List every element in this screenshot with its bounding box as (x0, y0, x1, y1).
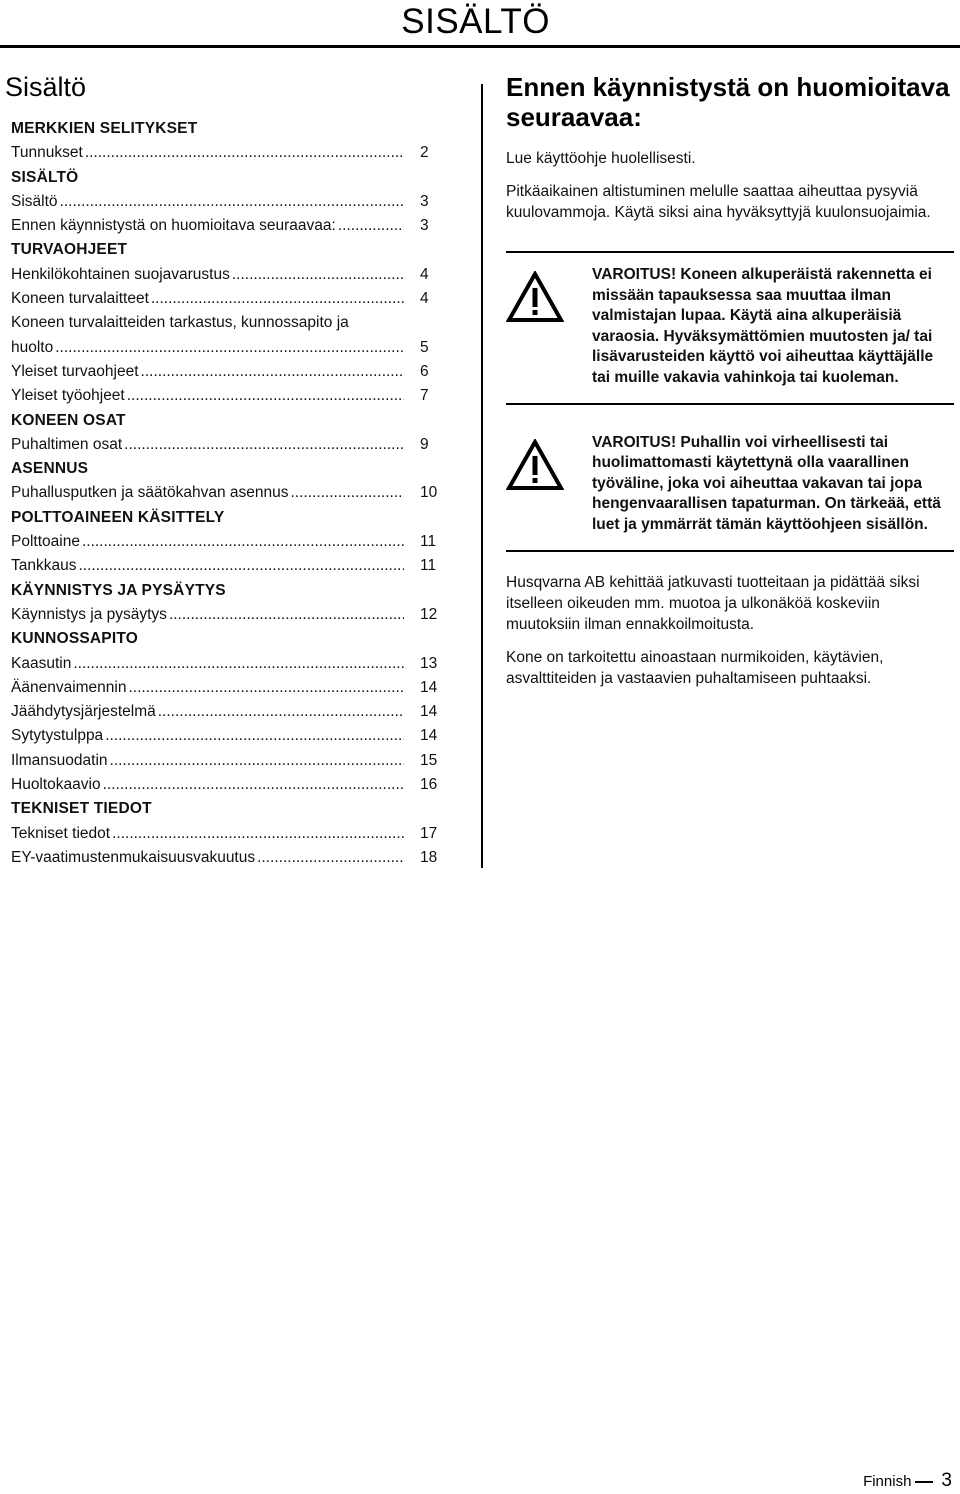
column-divider (481, 84, 483, 868)
page-footer (863, 1470, 952, 1492)
toc-entry-page: 13 (420, 654, 438, 672)
toc-entry (11, 822, 460, 846)
toc-leader-dots (73, 652, 404, 676)
toc-section-heading: KÄYNNISTYS JA PYSÄYTYS (11, 581, 226, 599)
toc-leader-dots (82, 530, 404, 554)
toc-entry-page: 11 (420, 557, 437, 575)
toc-entry-page: 11 (420, 533, 437, 551)
toc-section-heading: TEKNISET TIEDOT (11, 800, 152, 818)
toc-leader-dots (128, 676, 404, 700)
toc-entry (11, 263, 460, 287)
toc-leader-dots (105, 724, 404, 748)
toc-entry-label: Huoltokaavio (11, 776, 101, 794)
toc-entry-label: Sisältö (11, 192, 58, 210)
toc-entry-page: 2 (420, 144, 429, 162)
toc-entry-page: 6 (420, 362, 429, 380)
toc-entry-page: 12 (420, 605, 438, 623)
toc-entry-label: Koneen turvalaitteiden tarkastus, kunnossapito ja (11, 314, 349, 332)
toc-leader-dots (141, 360, 404, 384)
toc-entry-page: 17 (420, 824, 438, 842)
toc-entry (11, 554, 460, 578)
page-header (0, 0, 960, 48)
footer-dash (915, 1481, 933, 1483)
warning-text: VAROITUS! Koneen alkuperäistä rakennetta ei missään tapauksessa saa muuttaa ilman valmistajan lupaa. Käytä aina alkuperäisiä varaosia. Hyväksymättömien muutosten ja/ tai lisävarusteiden käyttö voi aiheuttaa käyttäjälle tai muille vakavia vahinkoja tai kuoleman. (592, 266, 934, 386)
warning-box (506, 421, 954, 552)
toc-leader-dots (169, 603, 404, 627)
toc-section-heading: POLTTOAINEEN KÄSITTELY (11, 508, 225, 526)
toc-entry-page: 14 (420, 703, 438, 721)
toc-entry-page: 3 (420, 192, 429, 210)
toc-entry-page: 14 (420, 727, 438, 745)
toc-entry-page: 3 (420, 217, 429, 235)
toc-entry (11, 214, 460, 238)
toc-entry (11, 652, 460, 676)
toc-entry (11, 311, 460, 360)
toc-entry (11, 287, 460, 311)
toc-section-heading: ASENNUS (11, 460, 89, 478)
toc-entry (11, 700, 460, 724)
toc-entry (11, 724, 460, 748)
toc-entry (11, 481, 460, 505)
toc-entry-label: Äänenvaimennin (11, 678, 127, 696)
toc-section-heading: KUNNOSSAPITO (11, 630, 138, 648)
toc-leader-dots (103, 773, 404, 797)
toc-leader-dots (110, 749, 404, 773)
toc-entry-page: 9 (420, 435, 429, 453)
right-column (506, 72, 954, 701)
toc-section-heading: MERKKIEN SELITYKSET (11, 120, 198, 137)
warning-triangle-icon (506, 433, 592, 536)
toc-entry (11, 846, 460, 870)
toc-entry-label: Koneen turvalaitteet (11, 290, 149, 308)
toc-entry-label: Henkilökohtainen suojavarustus (11, 265, 230, 283)
toc-leader-dots (257, 846, 404, 870)
toc-leader-dots (55, 336, 404, 360)
paragraph-read-manual: Lue käyttöohje huolellisesti. (506, 150, 696, 167)
toc-entry-label: Puhaltimen osat (11, 435, 123, 453)
toc-leader-dots (112, 822, 404, 846)
toc-entry-label: Jäähdytysjärjestelmä (11, 703, 156, 721)
toc-leader-dots (338, 214, 404, 238)
toc-entry-label: Ennen käynnistystä on huomioitava seuraavaa: (11, 217, 336, 235)
toc-entry-label: Tankkaus (11, 557, 77, 575)
toc-entry-label: Yleiset työohjeet (11, 387, 125, 405)
warning-text: VAROITUS! Puhallin voi virheellisesti tai huolimattomasti käytettynä olla vaarallinen työväline, joka voi aiheuttaa vakavan tai jopa hengenvaarallisen tapaturman. On tärkeää, että luet ja ymmärrät tämän käyttöohjeen sisällön. (592, 433, 941, 533)
toc-leader-dots (127, 384, 404, 408)
toc-entry-label: Polttoaine (11, 533, 80, 551)
section-title: Ennen käynnistystä on huomioitava seuraavaa: (506, 72, 950, 132)
toc-section-heading: SISÄLTÖ (11, 168, 79, 186)
paragraph-development: Husqvarna AB kehittää jatkuvasti tuotteitaan ja pidättää siksi itselleen oikeuden mm. muotoa ja ulkonäköä koskeviin muutoksiin ilman ennakkoilmoitusta. (506, 573, 920, 633)
toc-entry (11, 141, 460, 165)
toc-entry-label-continued: huolto (11, 338, 54, 356)
toc-leader-dots (60, 190, 404, 214)
toc-leader-dots (85, 141, 404, 165)
warning-triangle-icon (506, 265, 592, 389)
toc-entry-page: 4 (420, 265, 429, 283)
page-number: 3 (941, 1470, 952, 1491)
table-of-contents (5, 72, 460, 870)
toc-leader-dots (151, 287, 404, 311)
toc-leader-dots (290, 481, 404, 505)
toc-section-heading: KONEEN OSAT (11, 411, 126, 429)
paragraph-intended-use: Kone on tarkoitettu ainoastaan nurmikoiden, käytävien, asvalttiteiden ja vastaavien puhaltamiseen puhtaaksi. (506, 648, 884, 687)
toc-entry (11, 384, 460, 408)
toc-section-heading: TURVAOHJEET (11, 241, 128, 259)
toc-entry (11, 773, 460, 797)
toc-entry-label: Sytytystulppa (11, 727, 104, 745)
toc-entry-page: 5 (420, 338, 429, 356)
toc-leader-dots (124, 433, 404, 457)
toc-leader-dots (232, 263, 404, 287)
toc-entry-page: 18 (420, 848, 438, 866)
toc-list (5, 117, 460, 870)
toc-entry (11, 530, 460, 554)
toc-entry-page: 16 (420, 776, 438, 794)
toc-entry (11, 360, 460, 384)
toc-entry-label: Tunnukset (11, 144, 83, 162)
toc-leader-dots (158, 700, 404, 724)
header-rule (0, 45, 960, 48)
toc-entry (11, 190, 460, 214)
toc-entry-label: EY-vaatimustenmukaisuusvakuutus (11, 848, 256, 866)
toc-entry (11, 749, 460, 773)
toc-entry-page: 10 (420, 484, 438, 502)
toc-entry-page: 15 (420, 751, 438, 769)
toc-title: Sisältö (5, 72, 87, 102)
header-title: SISÄLTÖ (401, 2, 550, 41)
toc-entry-label: Ilmansuodatin (11, 751, 108, 769)
toc-entry-page: 4 (420, 290, 429, 308)
toc-entry-label: Kaasutin (11, 654, 72, 672)
toc-entry-label: Puhallusputken ja säätökahvan asennus (11, 484, 289, 502)
toc-entry-page: 14 (420, 678, 438, 696)
warning-box (506, 251, 954, 405)
toc-entry-page: 7 (420, 387, 429, 405)
toc-entry-label: Yleiset turvaohjeet (11, 362, 139, 380)
toc-entry (11, 676, 460, 700)
toc-entry (11, 433, 460, 457)
footer-language: Finnish (863, 1473, 912, 1490)
toc-entry (11, 603, 460, 627)
toc-entry-label: Tekniset tiedot (11, 824, 111, 842)
paragraph-hearing: Pitkäaikainen altistuminen melulle saattaa aiheuttaa pysyviä kuulovammoja. Käytä siksi aina hyväksyttyjä kuulonsuojaimia. (506, 183, 931, 221)
toc-leader-dots (78, 554, 404, 578)
toc-entry-label: Käynnistys ja pysäytys (11, 605, 167, 623)
